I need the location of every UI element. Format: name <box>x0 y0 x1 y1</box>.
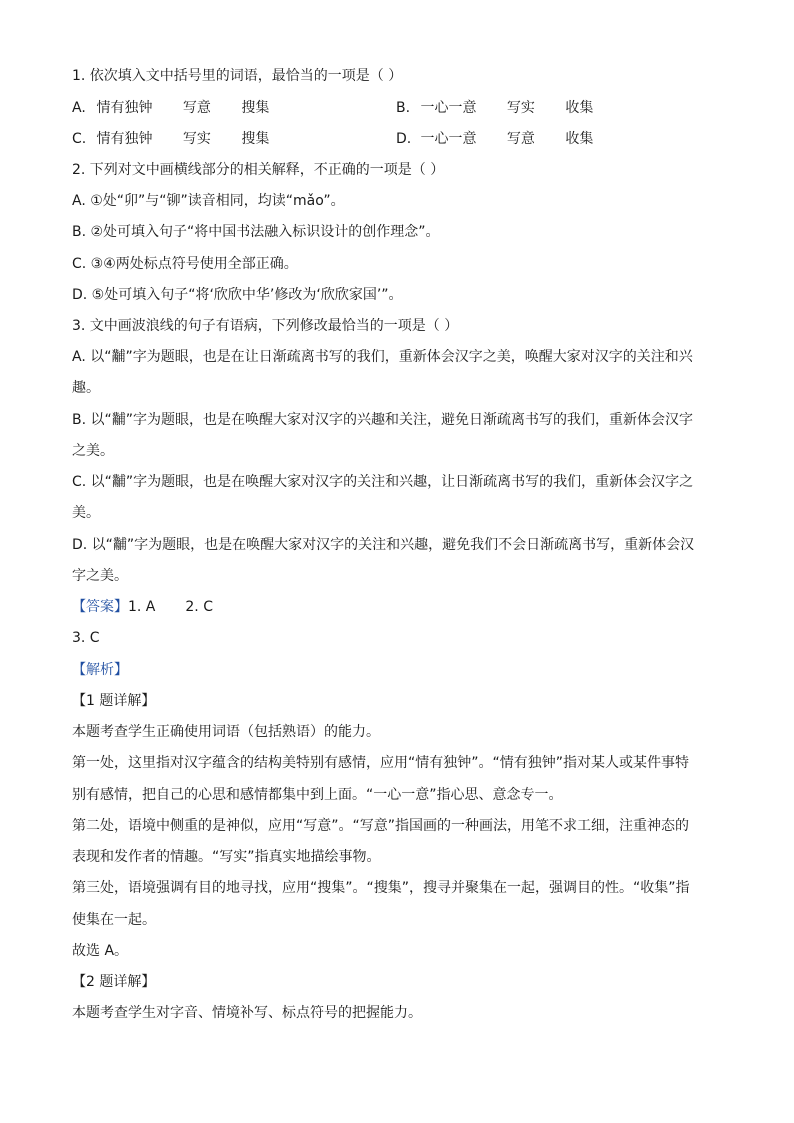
detail-1-line: 别有感情，把自己的心思和感情都集中到上面。“一心一意”指心思、意念专一。 <box>72 787 563 803</box>
q1-stem: 1. 依次填入文中括号里的词语，最恰当的一项是（ ） <box>72 68 403 84</box>
option-letter: A. <box>72 100 86 116</box>
option-word: 收集 <box>565 100 594 116</box>
q3-stem: 3. 文中画波浪线的句子有语病，下列修改最恰当的一项是（ ） <box>72 318 459 334</box>
option-word: 一心一意 <box>420 131 477 147</box>
analysis-label: 【解析】 <box>72 662 128 678</box>
option-word: 收集 <box>565 131 594 147</box>
detail-2-line: 本题考查学生对字音、情境补写、标点符号的把握能力。 <box>72 1005 422 1021</box>
answer-2: 2. C <box>185 599 213 615</box>
q3-option-c-cont: 美。 <box>72 505 100 521</box>
answer-1: 1. A <box>128 599 156 615</box>
option-word: 写实 <box>506 100 535 116</box>
q3-option-c: C. 以“黼”字为题眼，也是在唤醒大家对汉字的关注和兴趣，让日渐疏离书写的我们，重新体会汉字之 <box>72 474 694 490</box>
detail-1-line: 使集在一起。 <box>72 912 156 928</box>
q3-option-a-cont: 趣。 <box>72 380 100 396</box>
option-word: 情有独钟 <box>96 131 153 147</box>
option-word: 写意 <box>182 100 211 116</box>
option-word: 搜集 <box>241 131 270 147</box>
option-word: 写实 <box>182 131 211 147</box>
option-word: 情有独钟 <box>96 100 153 116</box>
q2-option-b: B. ②处可填入句子“将中国书法融入标识设计的创作理念”。 <box>72 224 440 240</box>
answer-label: 【答案】 <box>72 599 128 615</box>
q3-option-d: D. 以“黼”字为题眼，也是在唤醒大家对汉字的关注和兴趣，避免我们不会日渐疏离书写，重新体会汉 <box>72 537 695 553</box>
answer-3: 3. C <box>72 630 100 646</box>
answer-line <box>72 597 213 617</box>
detail-1-line: 第三处，语境强调有目的地寻找，应用“搜集”。“搜集”，搜寻并聚集在一起，强调目的性。“收集”指 <box>72 880 690 896</box>
option-word: 写意 <box>506 131 535 147</box>
q2-stem: 2. 下列对文中画横线部分的相关解释，不正确的一项是（ ） <box>72 162 445 178</box>
detail-1-line: 第二处，语境中侧重的是神似，应用“写意”。“写意”指国画的一种画法，用笔不求工细，注重神态的 <box>72 818 690 834</box>
detail-1-heading: 【1 题详解】 <box>72 693 156 709</box>
detail-1-line: 第一处，这里指对汉字蕴含的结构美特别有感情，应用“情有独钟”。“情有独钟”指对某人或某件事特 <box>72 755 690 771</box>
q1-option-a <box>72 98 269 118</box>
q2-option-c: C. ③④两处标点符号使用全部正确。 <box>72 256 298 272</box>
q1-option-c <box>72 129 269 149</box>
q2-option-d: D. ⑤处可填入句子“将‘欣欣中华’修改为‘欣欣家国’”。 <box>72 287 403 303</box>
detail-2-heading: 【2 题详解】 <box>72 974 156 990</box>
option-letter: C. <box>72 131 87 147</box>
option-word: 搜集 <box>241 100 270 116</box>
q1-option-b <box>396 98 593 118</box>
q3-option-d-cont: 字之美。 <box>72 568 128 584</box>
detail-1-line: 表现和发作者的情趣。“写实”指真实地描绘事物。 <box>72 849 381 865</box>
option-letter: B. <box>396 100 411 116</box>
q3-option-b: B. 以“黼”字为题眼，也是在唤醒大家对汉字的兴趣和关注，避免日渐疏离书写的我们，重新体会汉字 <box>72 412 694 428</box>
detail-1-line: 本题考查学生正确使用词语（包括熟语）的能力。 <box>72 724 380 740</box>
option-word: 一心一意 <box>420 100 477 116</box>
q2-option-a: A. ①处“卯”与“铆”读音相同，均读“mǎo”。 <box>72 193 345 209</box>
q3-option-a: A. 以“黼”字为题眼，也是在让日渐疏离书写的我们，重新体会汉字之美，唤醒大家对汉字的关注和兴 <box>72 349 693 365</box>
detail-1-line: 故选 A。 <box>72 943 129 959</box>
q1-option-d <box>396 129 593 149</box>
q3-option-b-cont: 之美。 <box>72 443 114 459</box>
option-letter: D. <box>396 131 412 147</box>
